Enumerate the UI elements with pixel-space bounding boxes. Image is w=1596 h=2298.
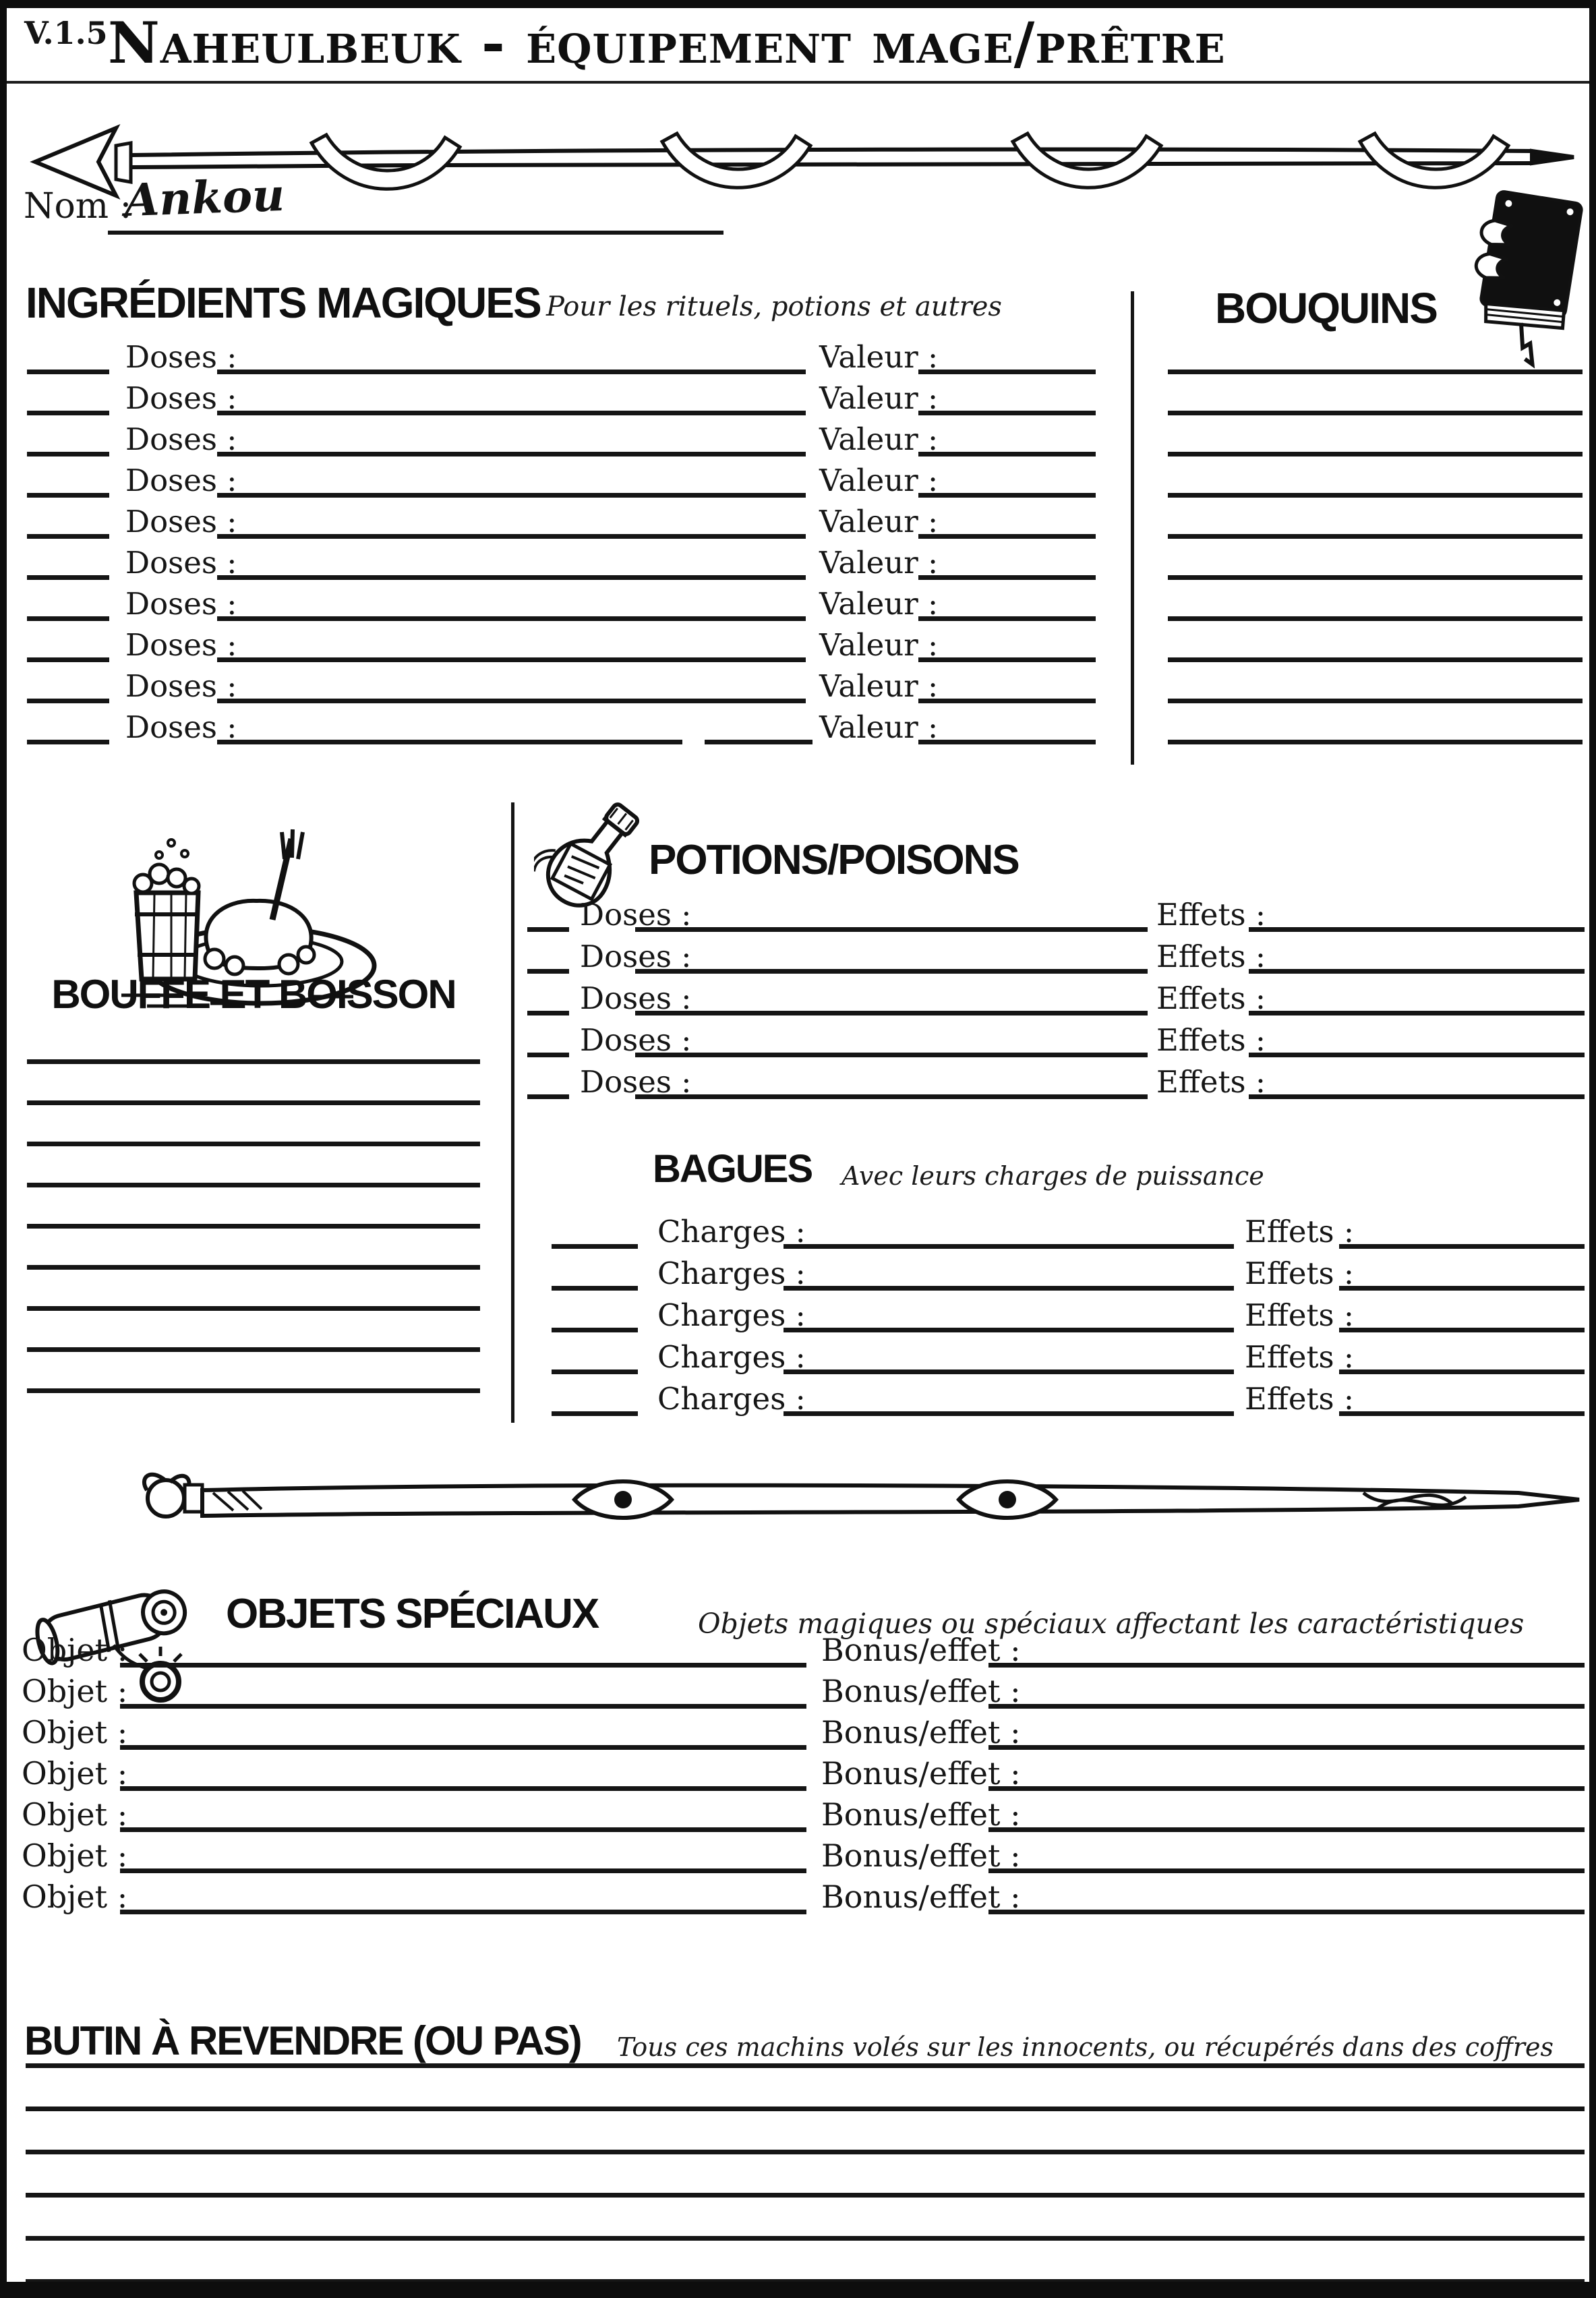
objet-bonus-line[interactable] xyxy=(988,1744,1585,1750)
ingredient-name-line[interactable] xyxy=(217,739,682,744)
potion-name-line[interactable] xyxy=(635,1094,1148,1099)
effets-label: Effets : xyxy=(1156,897,1266,933)
bouquin-entry-line[interactable] xyxy=(1168,580,1583,621)
objet-name-line[interactable] xyxy=(120,1703,806,1709)
bague-effects-line[interactable] xyxy=(1339,1327,1585,1332)
objet-label: Objet : xyxy=(22,1673,128,1709)
objet-row xyxy=(7,1709,1596,1750)
ingredient-value-line[interactable] xyxy=(918,698,1096,703)
potion-quantity-line[interactable] xyxy=(527,926,569,932)
potion-name-line[interactable] xyxy=(635,1010,1148,1015)
doses-label: Doses : xyxy=(580,1064,692,1100)
valeur-label: Valeur : xyxy=(819,545,939,581)
bouffe-section-title: BOUFFE ET BOISSON xyxy=(51,972,456,1017)
objet-label: Objet : xyxy=(22,1755,128,1792)
name-label: Nom : xyxy=(24,186,132,227)
bague-name-line[interactable] xyxy=(784,1243,1234,1249)
doses-label: Doses : xyxy=(125,709,237,745)
ingredient-name-line[interactable] xyxy=(217,657,806,662)
potion-effects-line[interactable] xyxy=(1249,1052,1585,1057)
charges-label: Charges : xyxy=(657,1339,806,1375)
ingredient-name-line[interactable] xyxy=(217,369,806,374)
doses-label: Doses : xyxy=(125,421,237,457)
bouquin-entry-line[interactable] xyxy=(1168,703,1583,744)
bague-row xyxy=(7,1207,1596,1249)
ingredient-quantity-line[interactable] xyxy=(27,451,109,456)
objets-rows xyxy=(7,1626,1596,1914)
ingredient-value-line[interactable] xyxy=(918,451,1096,456)
bouquin-entry-line[interactable] xyxy=(1168,662,1583,703)
objet-bonus-line[interactable] xyxy=(988,1909,1585,1914)
ingredients-section-title: INGRÉDIENTS MAGIQUES xyxy=(26,278,541,327)
objet-bonus-line[interactable] xyxy=(988,1827,1585,1832)
valeur-label: Valeur : xyxy=(819,421,939,457)
bonus-effet-label: Bonus/effet : xyxy=(821,1673,1021,1709)
effets-label: Effets : xyxy=(1245,1339,1355,1375)
ingredient-quantity-line[interactable] xyxy=(27,739,109,744)
ingredients-bouquins-divider xyxy=(1131,291,1134,765)
bague-quantity-line[interactable] xyxy=(552,1411,638,1416)
objet-label: Objet : xyxy=(22,1714,128,1750)
objet-bonus-line[interactable] xyxy=(988,1703,1585,1709)
objets-section-title: OBJETS SPÉCIAUX xyxy=(226,1591,599,1637)
objet-name-line[interactable] xyxy=(120,1827,806,1832)
objet-row xyxy=(7,1750,1596,1791)
bonus-effet-label: Bonus/effet : xyxy=(821,1714,1021,1750)
sheet-version: V.1.5 xyxy=(24,15,108,51)
effets-label: Effets : xyxy=(1245,1256,1355,1291)
effets-label: Effets : xyxy=(1245,1297,1355,1333)
objet-row xyxy=(7,1626,1596,1668)
effets-label: Effets : xyxy=(1156,1022,1266,1058)
potion-quantity-line[interactable] xyxy=(527,1094,569,1099)
ingredient-name-line[interactable] xyxy=(217,616,806,621)
valeur-label: Valeur : xyxy=(819,668,939,704)
bague-name-line[interactable] xyxy=(784,1369,1234,1374)
valeur-label: Valeur : xyxy=(819,380,939,416)
potions-section-title: POTIONS/POISONS xyxy=(649,837,1019,883)
doses-label: Doses : xyxy=(125,339,237,375)
bouquin-entry-line[interactable] xyxy=(1168,456,1583,498)
ingredient-name-line[interactable] xyxy=(217,492,806,498)
doses-label: Doses : xyxy=(125,504,237,539)
ingredient-quantity-line[interactable] xyxy=(27,616,109,621)
ingredient-value-line[interactable] xyxy=(918,410,1096,415)
ingredient-quantity-line[interactable] xyxy=(27,657,109,662)
doses-label: Doses : xyxy=(580,1022,692,1058)
butin-section-title: BUTIN À REVENDRE (OU PAS) xyxy=(24,2018,581,2063)
objet-name-line[interactable] xyxy=(120,1909,806,1914)
bagues-section-subtitle: Avec leurs charges de puissance xyxy=(841,1161,1264,1191)
ingredient-value-line[interactable] xyxy=(918,739,1096,744)
doses-label: Doses : xyxy=(580,939,692,974)
charges-label: Charges : xyxy=(657,1381,806,1417)
title-divider-rule xyxy=(7,81,1589,84)
potions-rows xyxy=(7,890,1596,1099)
ingredient-name-line[interactable] xyxy=(217,533,806,539)
valeur-label: Valeur : xyxy=(819,504,939,539)
objet-bonus-line[interactable] xyxy=(988,1662,1585,1668)
bagues-section-title: BAGUES xyxy=(653,1147,812,1191)
name-field-line[interactable] xyxy=(108,231,723,235)
bouquin-entry-line[interactable] xyxy=(1168,374,1583,415)
potion-quantity-line[interactable] xyxy=(527,1010,569,1015)
valeur-label: Valeur : xyxy=(819,709,939,745)
bonus-effet-label: Bonus/effet : xyxy=(821,1755,1021,1792)
objet-label: Objet : xyxy=(22,1879,128,1915)
bague-effects-line[interactable] xyxy=(1339,1411,1585,1416)
butin-entry-line[interactable] xyxy=(26,2241,1585,2284)
butin-lines xyxy=(26,2025,1585,2284)
bonus-effet-label: Bonus/effet : xyxy=(821,1632,1021,1668)
page-title: Naheulbeuk - équipement mage/prêtre xyxy=(108,9,1226,76)
ingredient-quantity-line[interactable] xyxy=(27,369,109,374)
doses-label: Doses : xyxy=(125,668,237,704)
potion-row xyxy=(7,1015,1596,1057)
ingredient-value-line[interactable] xyxy=(918,369,1096,374)
effets-label: Effets : xyxy=(1156,939,1266,974)
potion-row xyxy=(7,1057,1596,1099)
doses-label: Doses : xyxy=(125,380,237,416)
bague-name-line[interactable] xyxy=(784,1285,1234,1291)
objet-name-line[interactable] xyxy=(120,1786,806,1791)
name-value: Ankou xyxy=(123,168,286,227)
objet-name-line[interactable] xyxy=(120,1868,806,1873)
doses-label: Doses : xyxy=(125,586,237,622)
bague-row xyxy=(7,1291,1596,1332)
bouquin-entry-line[interactable] xyxy=(1168,333,1583,374)
objet-label: Objet : xyxy=(22,1632,128,1668)
ingredient-quantity-line[interactable] xyxy=(27,574,109,580)
bague-row xyxy=(7,1249,1596,1291)
ingredient-value-line[interactable] xyxy=(918,492,1096,498)
bonus-effet-label: Bonus/effet : xyxy=(821,1879,1021,1915)
doses-label: Doses : xyxy=(580,980,692,1016)
bague-row xyxy=(7,1374,1596,1416)
ingredient-value-line[interactable] xyxy=(918,657,1096,662)
potion-effects-line[interactable] xyxy=(1249,968,1585,974)
bouffe-entry-line[interactable] xyxy=(27,1146,480,1187)
ingredient-value-line[interactable] xyxy=(918,533,1096,539)
bague-effects-line[interactable] xyxy=(1339,1369,1585,1374)
bonus-effet-label: Bonus/effet : xyxy=(821,1837,1021,1874)
butin-entry-line[interactable] xyxy=(26,2154,1585,2198)
bouquin-entry-line[interactable] xyxy=(1168,621,1583,662)
valeur-label: Valeur : xyxy=(819,339,939,375)
valeur-label: Valeur : xyxy=(819,627,939,663)
ingredient-extra-line[interactable] xyxy=(705,739,812,744)
ingredient-name-line[interactable] xyxy=(217,698,806,703)
bouquins-section-title: BOUQUINS xyxy=(1215,284,1437,332)
bague-quantity-line[interactable] xyxy=(552,1369,638,1374)
bouquin-entry-line[interactable] xyxy=(1168,415,1583,456)
bagues-rows xyxy=(7,1207,1596,1416)
charges-label: Charges : xyxy=(657,1297,806,1333)
bonus-effet-label: Bonus/effet : xyxy=(821,1796,1021,1833)
potion-effects-line[interactable] xyxy=(1249,926,1585,932)
butin-entry-line[interactable] xyxy=(26,2068,1585,2111)
bouffe-entry-line[interactable] xyxy=(27,1105,480,1146)
objets-section-subtitle: Objets magiques ou spéciaux affectant les caractéristiques xyxy=(698,1608,1525,1640)
effets-label: Effets : xyxy=(1156,1064,1266,1100)
bague-quantity-line[interactable] xyxy=(552,1285,638,1291)
potion-name-line[interactable] xyxy=(635,968,1148,974)
bague-name-line[interactable] xyxy=(784,1327,1234,1332)
valeur-label: Valeur : xyxy=(819,463,939,498)
bouquins-lines xyxy=(1168,333,1583,744)
effets-label: Effets : xyxy=(1245,1381,1355,1417)
objet-row xyxy=(7,1668,1596,1709)
potion-row xyxy=(7,890,1596,932)
potion-name-line[interactable] xyxy=(635,1052,1148,1057)
objet-label: Objet : xyxy=(22,1796,128,1833)
bague-name-line[interactable] xyxy=(784,1411,1234,1416)
potion-quantity-line[interactable] xyxy=(527,968,569,974)
doses-label: Doses : xyxy=(125,627,237,663)
objet-label: Objet : xyxy=(22,1837,128,1874)
ingredient-name-line[interactable] xyxy=(217,410,806,415)
potion-quantity-line[interactable] xyxy=(527,1052,569,1057)
bague-effects-line[interactable] xyxy=(1339,1243,1585,1249)
objet-bonus-line[interactable] xyxy=(988,1868,1585,1873)
objet-row xyxy=(7,1791,1596,1832)
bague-quantity-line[interactable] xyxy=(552,1327,638,1332)
ingredient-name-line[interactable] xyxy=(217,574,806,580)
bague-effects-line[interactable] xyxy=(1339,1285,1585,1291)
bouquin-entry-line[interactable] xyxy=(1168,539,1583,580)
doses-label: Doses : xyxy=(125,545,237,581)
objet-bonus-line[interactable] xyxy=(988,1786,1585,1791)
bouquin-entry-line[interactable] xyxy=(1168,498,1583,539)
charges-label: Charges : xyxy=(657,1214,806,1249)
potion-effects-line[interactable] xyxy=(1249,1010,1585,1015)
ingredient-value-line[interactable] xyxy=(918,574,1096,580)
ingredient-quantity-line[interactable] xyxy=(27,533,109,539)
doses-label: Doses : xyxy=(580,897,692,933)
potion-row xyxy=(7,932,1596,974)
butin-entry-line[interactable] xyxy=(26,2025,1585,2068)
ingredient-name-line[interactable] xyxy=(217,451,806,456)
objet-row xyxy=(7,1832,1596,1873)
effets-label: Effets : xyxy=(1245,1214,1355,1249)
charges-label: Charges : xyxy=(657,1256,806,1291)
objet-name-line[interactable] xyxy=(120,1662,806,1668)
objet-row xyxy=(7,1873,1596,1914)
staff-divider-icon xyxy=(129,1455,1596,1546)
butin-section-subtitle: Tous ces machins volés sur les innocents, ou récupérés dans des coffres xyxy=(617,2032,1554,2062)
bague-row xyxy=(7,1332,1596,1374)
objet-name-line[interactable] xyxy=(120,1744,806,1750)
ingredient-value-line[interactable] xyxy=(918,616,1096,621)
ingredient-quantity-line[interactable] xyxy=(27,410,109,415)
ingredient-quantity-line[interactable] xyxy=(27,492,109,498)
potion-row xyxy=(7,974,1596,1015)
potion-effects-line[interactable] xyxy=(1249,1094,1585,1099)
bague-quantity-line[interactable] xyxy=(552,1243,638,1249)
butin-entry-line[interactable] xyxy=(26,2111,1585,2154)
potion-name-line[interactable] xyxy=(635,926,1148,932)
valeur-label: Valeur : xyxy=(819,586,939,622)
butin-entry-line[interactable] xyxy=(26,2198,1585,2241)
ingredients-section-subtitle: Pour les rituels, potions et autres xyxy=(546,291,1002,322)
doses-label: Doses : xyxy=(125,463,237,498)
effets-label: Effets : xyxy=(1156,980,1266,1016)
ingredient-quantity-line[interactable] xyxy=(27,698,109,703)
